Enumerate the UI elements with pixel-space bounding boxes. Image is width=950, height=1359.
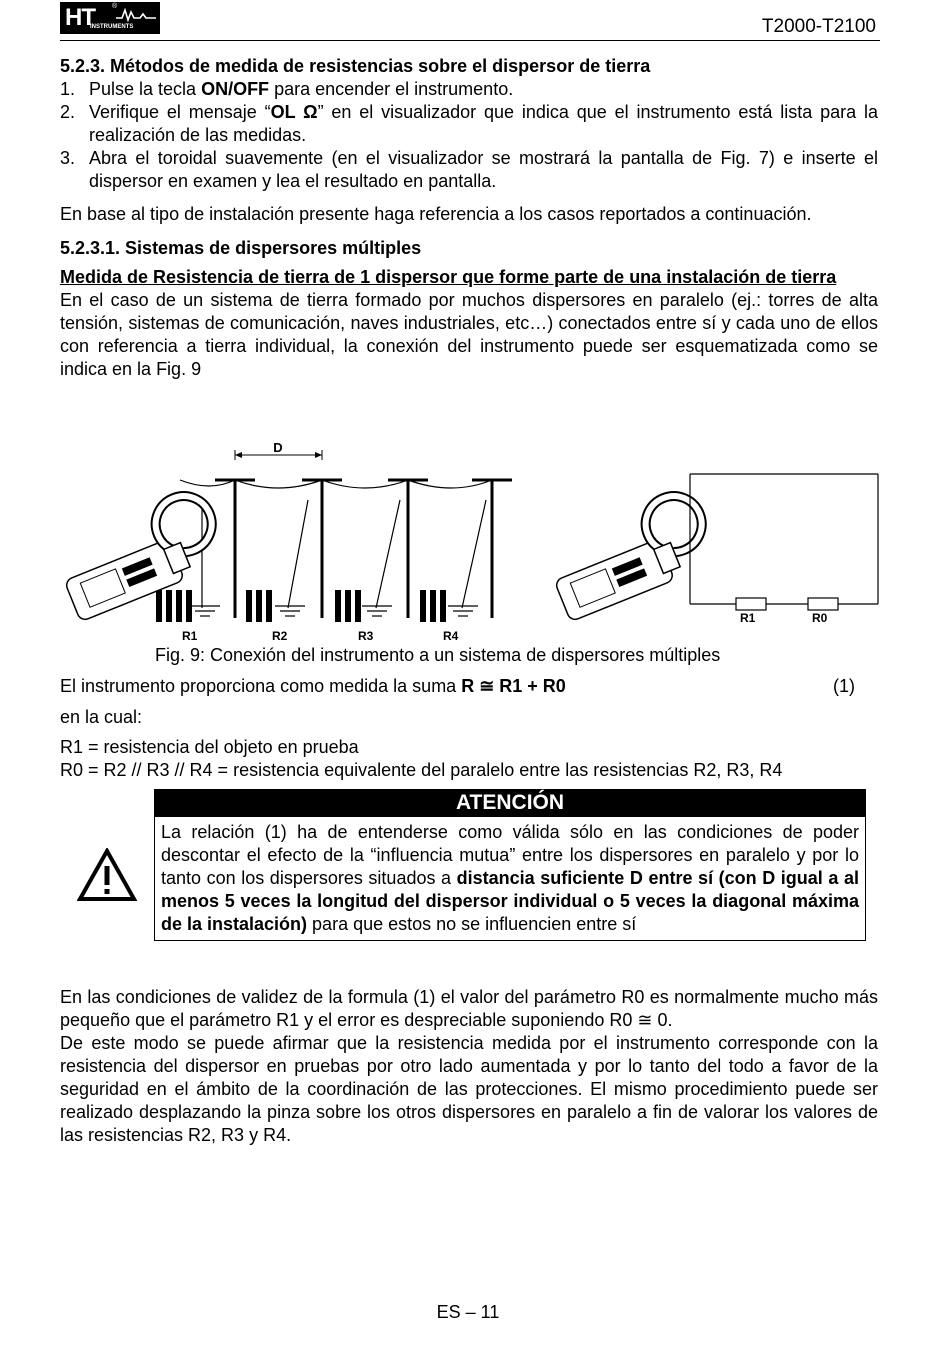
electrode-label-r1: R1 — [182, 629, 198, 643]
formula-line — [60, 675, 855, 698]
intro-paragraph: En base al tipo de instalación presente haga referencia a los casos reportados a continuación. — [60, 204, 812, 224]
distance-label: D — [273, 440, 283, 455]
step-key: ON/OFF — [201, 79, 270, 99]
definition-r1: R1 = resistencia del objeto en prueba — [60, 737, 359, 757]
electrode-label-r2: R2 — [272, 629, 288, 643]
warning-body — [154, 817, 866, 941]
list-item — [60, 147, 878, 193]
step-text: Verifique el mensaje “ — [89, 102, 271, 122]
electrode-label-r3: R3 — [358, 629, 374, 643]
warning-text: La relación (1) ha de entenderse como válida sólo en las condiciones de poder descontar el efecto de la “influencia mutua” entre los dispersores en paralelo y por lo tanto con los dispersores situados a — [161, 822, 859, 888]
model-name: T2000-T2100 — [761, 16, 876, 37]
steps-list — [60, 78, 878, 193]
list-item — [60, 101, 878, 147]
electrode-label-r4: R4 — [443, 629, 459, 643]
logo-text: HT — [65, 4, 95, 31]
closing-paragraph-1: En las condiciones de validez de la formula (1) el valor del parámetro R0 es normalmente mucho más pequeño que el parámetro R1 y el error es despreciable suponiendo R0 ≅ 0. — [60, 987, 878, 1030]
warning-box — [154, 789, 866, 941]
underlined-heading: Medida de Resistencia de tierra de 1 dispersor que forme parte de una instalación de tierra — [60, 267, 837, 287]
page-header — [60, 2, 880, 41]
closing-paragraphs — [60, 986, 878, 1147]
warning-title: ATENCIÓN — [154, 789, 866, 817]
logo-registered-mark: ® — [112, 3, 118, 10]
ht-logo — [60, 2, 160, 34]
logo-subtext: INSTRUMENTS — [90, 24, 134, 30]
clamp-meter-icon — [541, 488, 719, 622]
formula-number: (1) — [833, 676, 855, 696]
page-number: ES – 11 — [436, 1302, 500, 1322]
subsection-title: 5.2.3.1. Sistemas de dispersores múltiples — [60, 238, 422, 258]
step-text: Pulse la tecla — [89, 79, 202, 99]
definition-r0: R0 = R2 // R3 // R4 = resistencia equivalente del paralelo entre las resistencias R2, R3, R4 — [60, 760, 783, 780]
equivalent-label-r0: R0 — [812, 611, 828, 625]
step-text: Abra el toroidal suavemente (en el visualizador se mostrará la pantalla de Fig. 7) e inserte el dispersor en examen y lea el resultado en pantalla. — [89, 148, 878, 191]
main-content — [60, 55, 878, 381]
figure-9 — [60, 440, 880, 650]
step-text-end: ” en el visualizador que indica que el instrumento está lista para la realización de las medidas. — [89, 102, 878, 145]
logo-wave-icon — [116, 8, 156, 22]
warning-emphasis: distancia suficiente D entre sí (con D igual a al menos 5 veces la longitud del dispersor individual o 5 veces la diagonal máxima de la instalación) — [161, 868, 859, 934]
equivalent-label-r1: R1 — [740, 611, 756, 625]
formula-text: El instrumento proporciona como medida la suma — [60, 676, 462, 696]
clamp-meter-icon — [60, 488, 229, 622]
list-item — [60, 78, 878, 101]
formula-expression: R ≅ R1 + R0 — [461, 676, 566, 696]
warning-text-end: para que estos no se influencien entre sí — [307, 914, 637, 934]
multiple-electrodes-diagram — [60, 440, 880, 650]
warning-triangle-icon — [77, 848, 137, 902]
step-number: 2. — [60, 102, 76, 122]
formula-where: en la cual: — [60, 707, 143, 727]
step-number: 3. — [60, 148, 76, 168]
closing-paragraph-2: De este modo se puede afirmar que la resistencia medida por el instrumento corresponde con la resistencia del dispersor en pruebas por otro lado aumentada y por lo tanto del todo a favor de la seguridad en el ámbito de la coordinación de las protecciones. El mismo procedimiento puede ser realizado desplazando la pinza sobre los otros dispersores en paralelo a fin de valorar los valores de las resistencias R2, R3 y R4. — [60, 1033, 878, 1145]
body-paragraph: En el caso de un sistema de tierra formado por muchos dispersores en paralelo (ej.: torres de alta tensión, sistemas de comunicación, naves industriales, etc…) conectados entre sí y cada uno de ellos con referencia a tierra individual, la conexión del instrumento puede ser esquematizada como se indica en la Fig. 9 — [60, 290, 878, 379]
step-message: OL Ω — [270, 102, 318, 122]
step-number: 1. — [60, 79, 76, 99]
section-title: 5.2.3. Métodos de medida de resistencias sobre el dispersor de tierra — [60, 56, 651, 76]
figure-caption: Fig. 9: Conexión del instrumento a un sistema de dispersores múltiples — [155, 645, 721, 665]
step-text-end: para encender el instrumento. — [269, 79, 514, 99]
